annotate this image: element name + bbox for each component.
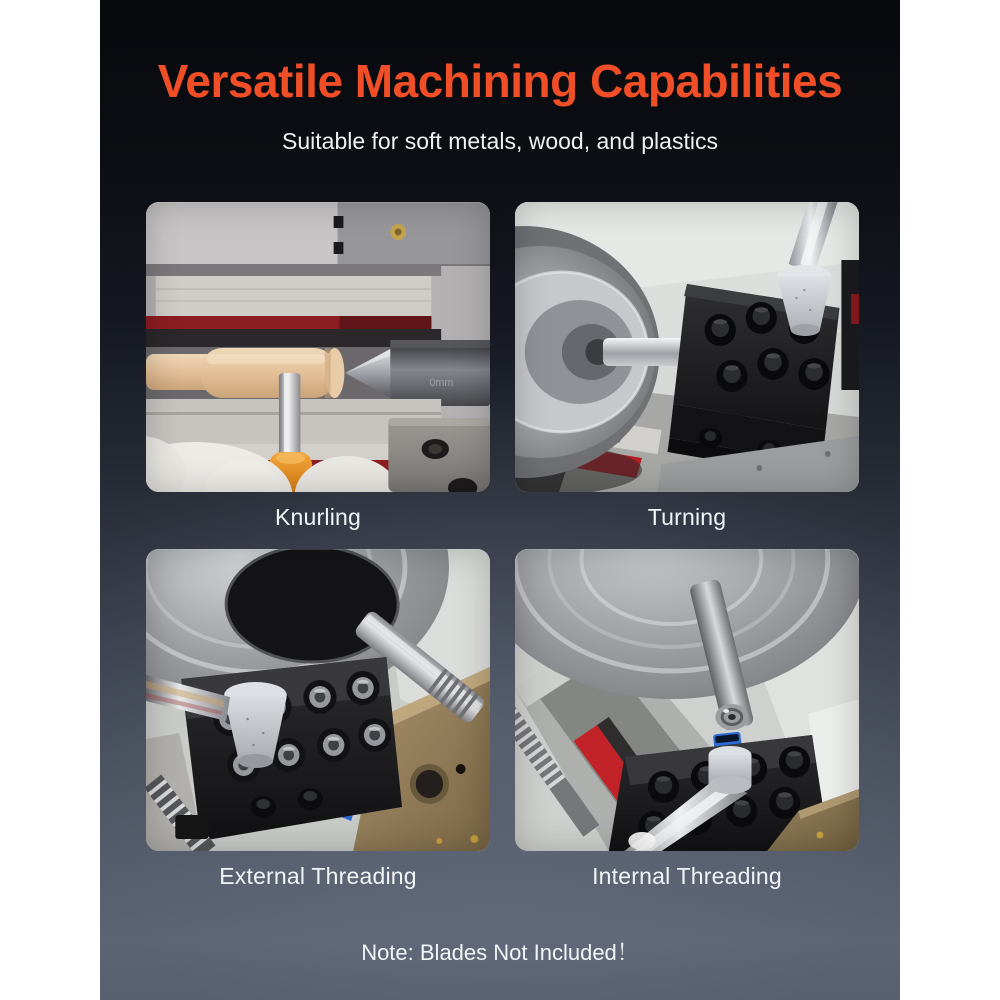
- external-threading-illustration: [146, 549, 490, 851]
- photo-knurling: [146, 202, 490, 492]
- photo-internal-threading: [515, 549, 859, 851]
- machine-block: [338, 202, 490, 266]
- tailstock-marking: 0mm: [429, 376, 454, 390]
- dark-panel: [100, 0, 900, 1000]
- caption-internal-threading: Internal Threading: [592, 863, 782, 889]
- page-subtitle: Suitable for soft metals, wood, and plastics: [282, 128, 718, 154]
- internal-threading-illustration: [515, 549, 859, 851]
- caption-knurling: Knurling: [275, 504, 361, 530]
- photo-external-threading: [146, 549, 490, 851]
- caption-turning: Turning: [647, 504, 727, 530]
- page-title: Versatile Machining Capabilities: [157, 55, 843, 107]
- note-text: Note: Blades Not Included！: [361, 940, 639, 965]
- photo-turning: [515, 202, 859, 492]
- turning-illustration: [515, 202, 859, 492]
- caption-external-threading: External Threading: [219, 863, 417, 889]
- knurling-illustration: [146, 202, 490, 492]
